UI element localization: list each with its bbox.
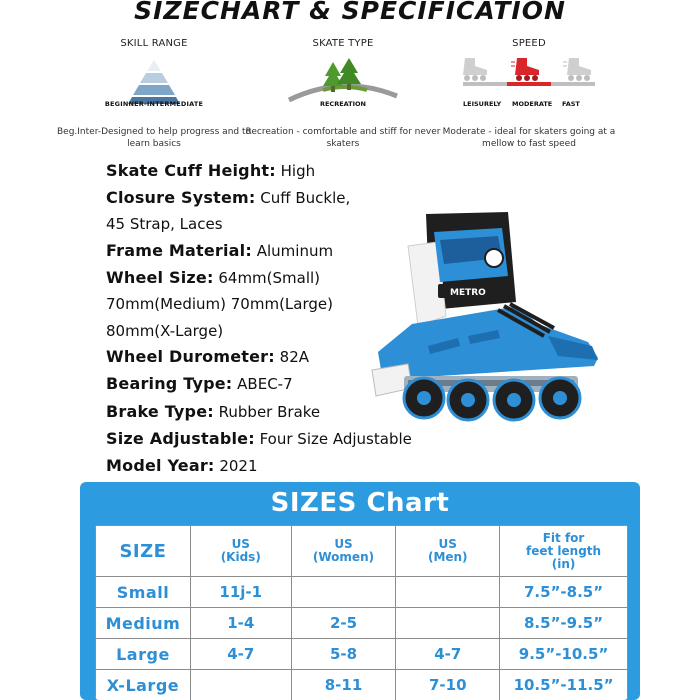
spec-brake-type	[106, 403, 320, 421]
spec-key: Wheel Size:	[106, 268, 214, 287]
header-line: (Men)	[427, 550, 468, 564]
pyramid-icon	[128, 58, 180, 104]
table-row	[96, 577, 628, 608]
header-line: feet length	[526, 543, 602, 558]
speed-label-fast: FAST	[562, 100, 580, 108]
skate-type-label: RECREATION	[319, 100, 366, 108]
table-header-row	[96, 526, 628, 577]
spec-size-adjustable	[106, 430, 412, 448]
cell-fit: 10.5”-11.5”	[500, 670, 628, 700]
spec-value: Rubber Brake	[218, 403, 321, 421]
spec-cuff-height	[106, 162, 315, 180]
skill-range-title: SKILL RANGE	[120, 38, 188, 49]
spec-model-year	[106, 457, 258, 475]
speed-bar-selected	[507, 82, 551, 86]
speed-section	[429, 38, 629, 149]
spec-bearing-type	[106, 375, 293, 393]
speed-label-moderate: MODERATE	[512, 100, 553, 108]
sizes-table	[95, 525, 628, 700]
cell-men: 4-7	[396, 639, 500, 670]
cell-men: 7-10	[396, 670, 500, 700]
spec-value: Four Size Adjustable	[259, 430, 412, 448]
speed-bar	[463, 82, 595, 86]
spec-key: Closure System:	[106, 188, 256, 207]
spec-value: Aluminum	[256, 242, 334, 260]
cell-men	[396, 608, 500, 639]
speed-title: SPEED	[512, 38, 546, 49]
inline-skate-image	[368, 206, 608, 446]
spec-key: Bearing Type:	[106, 374, 233, 393]
skate-brand-text: METRO	[450, 288, 486, 298]
cell-kids	[190, 670, 291, 700]
spec-key: Brake Type:	[106, 402, 214, 421]
spec-wheel-size	[106, 269, 320, 287]
cell-men	[396, 577, 500, 608]
spec-value: 2021	[219, 457, 258, 475]
header-line: US	[231, 537, 250, 551]
spec-value: Cuff Buckle,	[260, 189, 351, 207]
speed-label-leisurely: LEISURELY	[463, 100, 502, 108]
trees-icon	[283, 56, 403, 104]
sizes-chart-title: SIZES Chart	[270, 488, 450, 518]
skate-type-description: Recreation - comfortable and stiff for never skaters	[245, 127, 441, 149]
header-line: (Kids)	[220, 550, 261, 564]
skate-leisurely-icon	[459, 56, 493, 82]
cell-women	[291, 577, 396, 608]
skill-range-section	[54, 38, 254, 149]
cell-fit: 9.5”-10.5”	[500, 639, 628, 670]
spec-frame-material	[106, 242, 333, 260]
cell-fit: 8.5”-9.5”	[500, 608, 628, 639]
skill-range-label: BEGINNER-INTERMEDIATE	[104, 100, 204, 108]
spec-wheel-size-line2: 70mm(Medium) 70mm(Large)	[106, 295, 333, 313]
table-row	[96, 639, 628, 670]
header-us-men	[396, 526, 500, 577]
skate-fast-icon	[563, 56, 597, 82]
header-us-kids	[190, 526, 291, 577]
header-line: Fit for	[542, 530, 585, 545]
cell-women: 8-11	[291, 670, 396, 700]
skill-range-description: Beg.Inter-Designed to help progress and to learn basics	[56, 127, 252, 149]
header-line: (Women)	[312, 550, 375, 564]
speed-description: Moderate - ideal for skaters going at a mellow to fast speed	[442, 127, 616, 149]
cell-size: Small	[96, 577, 191, 608]
spec-value: High	[280, 162, 316, 180]
cell-kids: 4-7	[190, 639, 291, 670]
spec-wheel-size-line3: 80mm(X-Large)	[106, 322, 224, 340]
skate-type-section	[243, 38, 443, 149]
page-title: SIZECHART & SPECIFICATION	[134, 0, 566, 25]
cell-size: Large	[96, 639, 191, 670]
header-line: US	[438, 537, 457, 551]
cell-women: 5-8	[291, 639, 396, 670]
spec-value: 64mm(Small)	[218, 269, 321, 287]
skate-moderate-icon	[511, 56, 545, 82]
table-row	[96, 608, 628, 639]
spec-wheel-durometer	[106, 348, 309, 366]
spec-key: Wheel Durometer:	[106, 347, 275, 366]
spec-key: Model Year:	[106, 456, 215, 475]
spec-closure-system-line2: 45 Strap, Laces	[106, 215, 223, 233]
spec-closure-system	[106, 189, 350, 207]
cell-fit: 7.5”-8.5”	[500, 577, 628, 608]
spec-value: 82A	[279, 348, 310, 366]
header-line: US	[334, 537, 353, 551]
cell-women: 2-5	[291, 608, 396, 639]
cell-size: X-Large	[96, 670, 191, 700]
spec-value: ABEC-7	[237, 375, 293, 393]
sizes-table-container	[95, 525, 628, 700]
header-fit	[500, 526, 628, 577]
header-line: (in)	[551, 556, 576, 571]
spec-key: Size Adjustable:	[106, 429, 255, 448]
table-row	[96, 670, 628, 700]
header-size: SIZE	[96, 526, 191, 577]
cell-kids: 1-4	[190, 608, 291, 639]
skate-type-title: SKATE TYPE	[312, 38, 374, 49]
spec-key: Frame Material:	[106, 241, 252, 260]
cell-kids: 11j-1	[190, 577, 291, 608]
cell-size: Medium	[96, 608, 191, 639]
spec-key: Skate Cuff Height:	[106, 161, 276, 180]
header-us-women	[291, 526, 396, 577]
